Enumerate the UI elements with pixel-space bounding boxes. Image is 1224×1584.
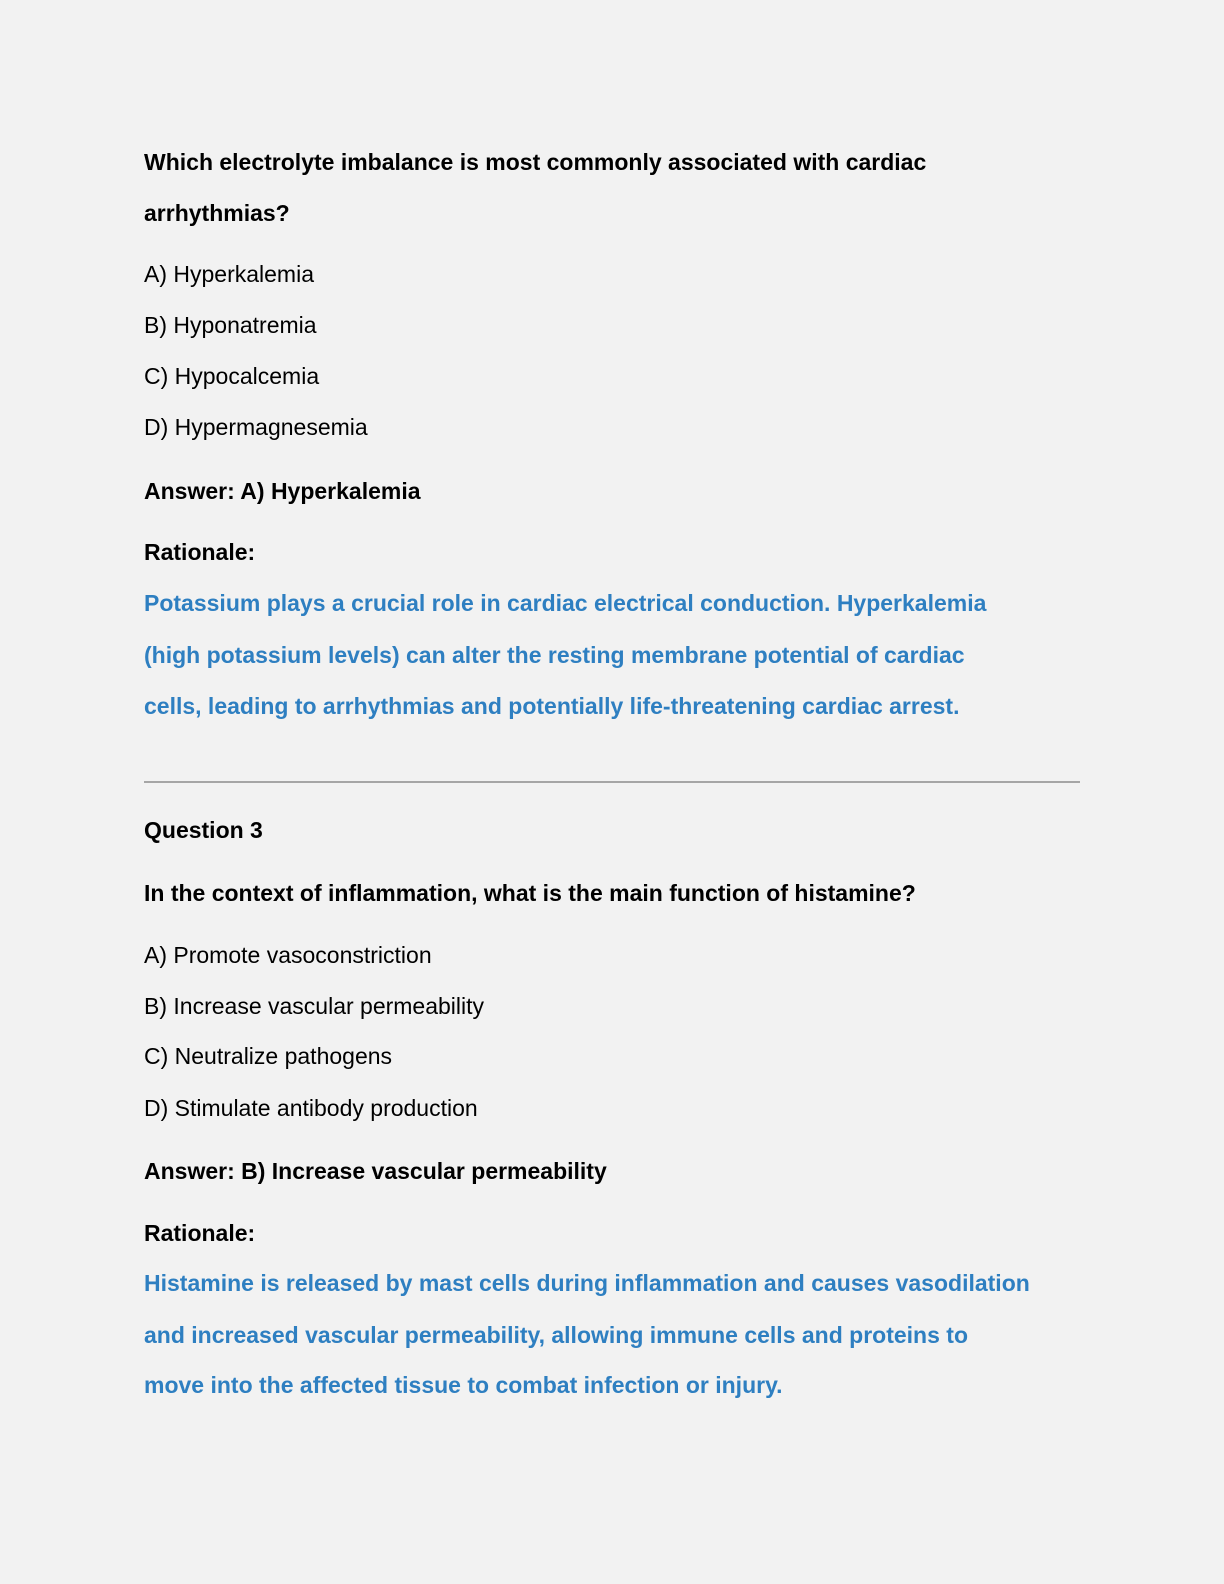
q2-rationale-line1: Potassium plays a crucial role in cardiac electrical conduction. Hyperkalemia: [144, 590, 987, 616]
q3-option-b: B) Increase vascular permeability: [144, 993, 485, 1019]
q2-answer: Answer: A) Hyperkalemia: [144, 478, 421, 504]
q3-rationale-line2: and increased vascular permeability, allowing immune cells and proteins to: [144, 1322, 968, 1348]
q3-question: In the context of inflammation, what is the main function of histamine?: [144, 880, 916, 906]
q3-option-d: D) Stimulate antibody production: [144, 1095, 478, 1121]
q2-option-d: D) Hypermagnesemia: [144, 414, 368, 440]
q2-rationale-line2: (high potassium levels) can alter the resting membrane potential of cardiac: [144, 642, 965, 668]
q3-rationale-line3: move into the affected tissue to combat infection or injury.: [144, 1372, 783, 1398]
q2-rationale-line3: cells, leading to arrhythmias and potentially life-threatening cardiac arrest.: [144, 693, 960, 719]
q2-option-c: C) Hypocalcemia: [144, 363, 320, 389]
q2-question-line2: arrhythmias?: [144, 200, 290, 226]
q3-option-c: C) Neutralize pathogens: [144, 1043, 393, 1069]
q3-rationale-line1: Histamine is released by mast cells during inflammation and causes vasodilation: [144, 1270, 1030, 1296]
q2-question-line1: Which electrolyte imbalance is most commonly associated with cardiac: [144, 149, 927, 175]
q3-heading: Question 3: [144, 817, 263, 843]
q3-answer: Answer: B) Increase vascular permeability: [144, 1158, 607, 1184]
q2-rationale-label: Rationale:: [144, 539, 256, 565]
q2-option-b: B) Hyponatremia: [144, 312, 317, 338]
q3-rationale-label: Rationale:: [144, 1220, 256, 1246]
section-divider: [144, 781, 1080, 783]
q3-option-a: A) Promote vasoconstriction: [144, 942, 432, 968]
q2-option-a: A) Hyperkalemia: [144, 261, 314, 287]
